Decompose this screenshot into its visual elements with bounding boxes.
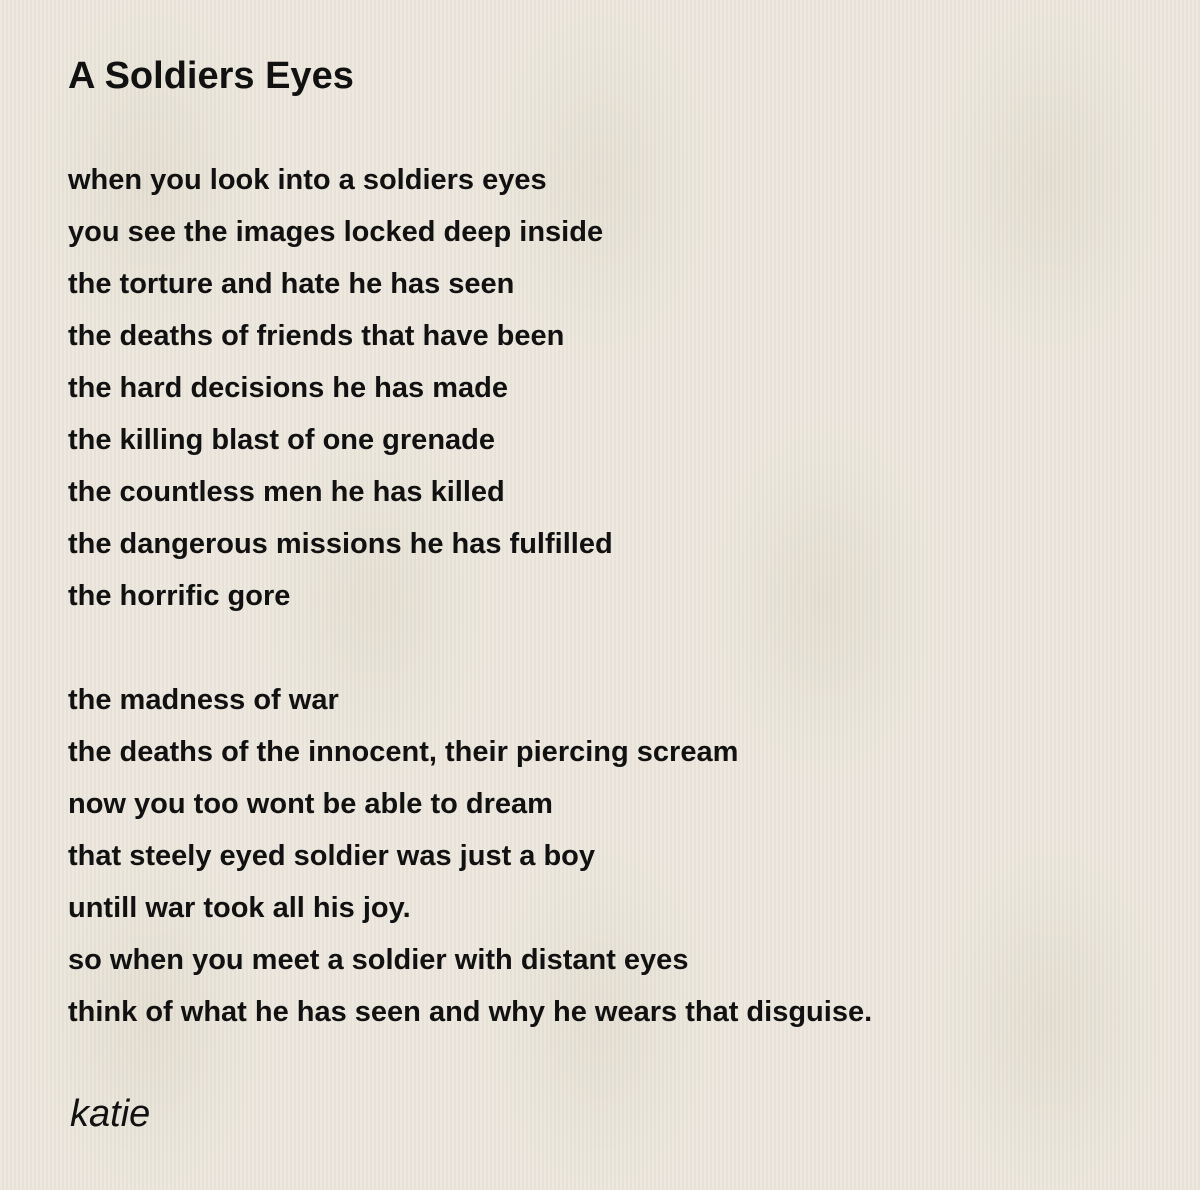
- poem-line: the hard decisions he has made: [68, 372, 508, 404]
- poem-line: the countless men he has killed: [68, 476, 505, 508]
- poem-line: so when you meet a soldier with distant eyes: [68, 944, 689, 976]
- poem-line: the torture and hate he has seen: [68, 268, 515, 300]
- poem-line: the killing blast of one grenade: [68, 424, 495, 456]
- poem-title: A Soldiers Eyes: [68, 55, 354, 97]
- poem-line: think of what he has seen and why he wears that disguise.: [68, 996, 873, 1028]
- poem-line: that steely eyed soldier was just a boy: [68, 840, 596, 872]
- poem-stanza-2: [68, 674, 872, 1038]
- poem-stanza-1: [68, 154, 613, 622]
- poem-line: the madness of war: [68, 684, 339, 716]
- poem-line: the deaths of friends that have been: [68, 320, 565, 352]
- poem-line: the dangerous missions he has fulfilled: [68, 528, 613, 560]
- poem-line: untill war took all his joy.: [68, 892, 411, 924]
- poem-line: you see the images locked deep inside: [68, 216, 604, 248]
- poem-line: now you too wont be able to dream: [68, 788, 553, 820]
- poem-author: katie: [70, 1093, 151, 1135]
- poem-line: when you look into a soldiers eyes: [68, 164, 547, 196]
- poem-line: the horrific gore: [68, 580, 291, 612]
- poem-line: the deaths of the innocent, their piercing scream: [68, 736, 739, 768]
